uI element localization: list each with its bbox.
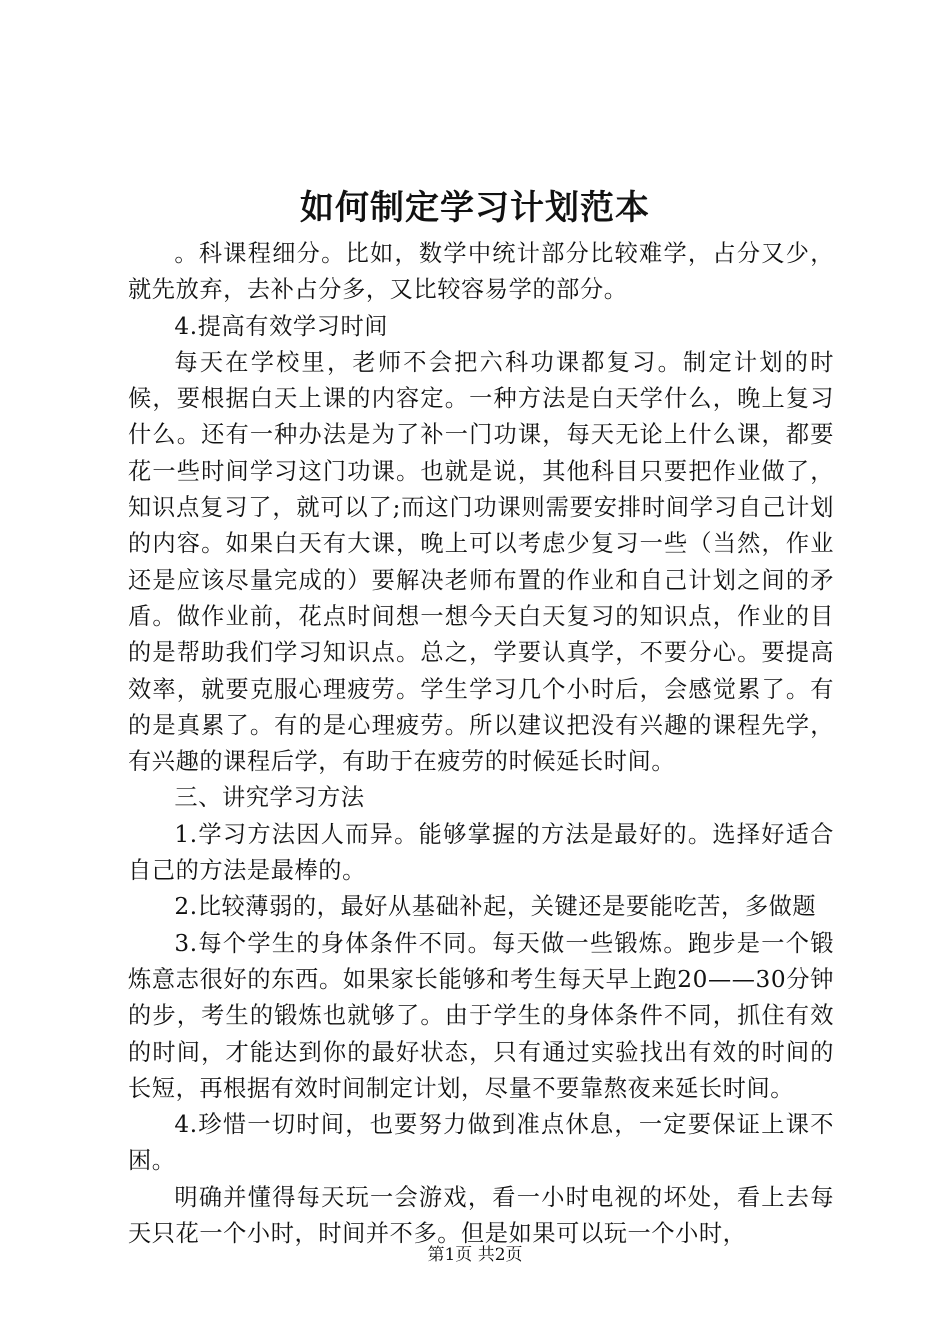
list-item: 4.珍惜一切时间，也要努力做到准点休息，一定要保证上课不困。: [128, 1111, 834, 1175]
paragraph: 明确并懂得每天玩一会游戏，看一小时电视的坏处，看上去每天只花一个小时，时间并不多。但是如果可以玩一个小时，: [128, 1183, 834, 1248]
document-body: [128, 236, 834, 1252]
paragraph: 每天在学校里，老师不会把六科功课都复习。制定计划的时候，要根据白天上课的内容定。一种方法是白天学什么，晚上复习什么。还有一种办法是为了补一门功课，每天无论上什么课，都要花一些时间学习这门功课。也就是说，其他科目只要把作业做了，知识点复习了，就可以了;而这门功课则需要安排时间学习自己计划的内容。如果白天有大课，晚上可以考虑少复习一些（当然，作业还是应该尽量完成的）要解决老师布置的作业和自己计划之间的矛盾。做作业前，花点时间想一想今天白天复习的知识点，作业的目的是帮助我们学习知识点。总之，学要认真学，不要分心。要提高效率，就要克服心理疲劳。学生学习几个小时后，会感觉累了。有的是真累了。有的是心理疲劳。所以建议把没有兴趣的课程先学，有兴趣的课程后学，有助于在疲劳的时候延长时间。: [128, 348, 834, 776]
document-title: 如何制定学习计划范本: [300, 188, 650, 228]
list-item: 2.比较薄弱的，最好从基础补起，关键还是要能吃苦，多做题: [174, 893, 817, 921]
paragraph: 。科课程细分。比如，数学中统计部分比较难学，占分又少，就先放弃，去补占分多，又比较容易学的部分。: [128, 240, 834, 304]
section-heading: 三、讲究学习方法: [174, 784, 365, 812]
page-number-footer: 第1页 共2页: [427, 1245, 523, 1265]
section-heading: 4.提高有效学习时间: [174, 312, 389, 340]
list-item: 1.学习方法因人而异。能够掌握的方法是最好的。选择好适合自己的方法是最棒的。: [128, 820, 834, 885]
list-item: 3.每个学生的身体条件不同。每天做一些锻炼。跑步是一个锻炼意志很好的东西。如果家长能够和考生每天早上跑20——30分钟的步，考生的锻炼也就够了。由于学生的身体条件不同，抓住有效的时间，才能达到你的最好状态，只有通过实验找出有效的时间的长短，再根据有效时间制定计划，尽量不要靠熬夜来延长时间。: [128, 929, 834, 1102]
